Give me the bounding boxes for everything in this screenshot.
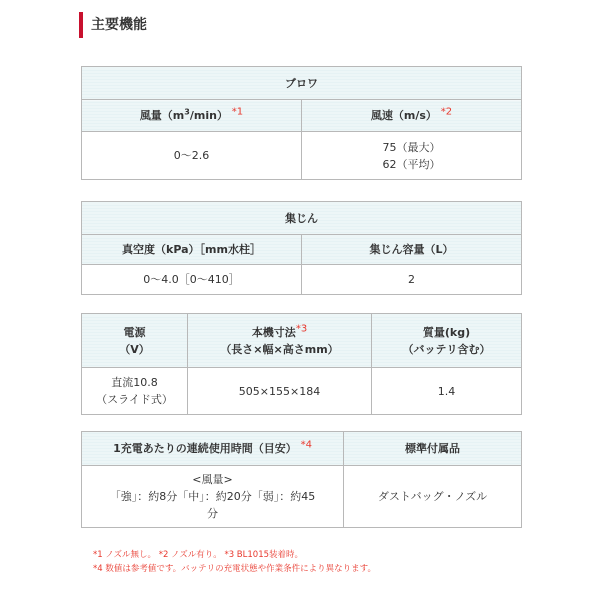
weight-label xyxy=(372,314,522,368)
weight-label-line2: （バッテリ含む） xyxy=(402,342,491,356)
dust-header: 集じん xyxy=(82,202,522,235)
power-value-line2: （スライド式） xyxy=(96,393,173,406)
airflow-label-text: 風量（m xyxy=(139,109,185,122)
blower-header: ブロワ xyxy=(82,67,522,100)
airspeed-label xyxy=(302,100,522,132)
footnote-line2: *4 数値は参考値です。バッテリの充電状態や作業条件により異なります。 xyxy=(93,564,377,574)
power-value xyxy=(82,368,188,415)
runtime-line2: 分 xyxy=(207,507,218,520)
dimensions-label xyxy=(188,314,372,368)
body-spec-table xyxy=(81,313,522,415)
power-label-line2: （V） xyxy=(119,342,150,356)
footnotes xyxy=(93,548,533,576)
section-title-text: 主要機能 xyxy=(91,17,147,33)
airflow-unit-sup: 3 xyxy=(184,107,190,117)
capacity-label: 集じん容量（L） xyxy=(302,235,522,265)
power-value-line1: 直流10.8 xyxy=(111,376,158,389)
capacity-value: 2 xyxy=(302,265,522,295)
runtime-label-text: 1充電あたりの連続使用時間（目安） xyxy=(113,442,297,455)
runtime-heading: <風量> xyxy=(192,473,233,486)
footnote-line1: *1 ノズル無し。 *2 ノズル有り。 *3 BL1015装着時。 xyxy=(93,550,304,560)
airspeed-value xyxy=(302,132,522,180)
accessories-value: ダストバッグ・ノズル xyxy=(344,466,522,528)
dimensions-note-mark: *3 xyxy=(295,322,308,334)
dimensions-value: 505×155×184 xyxy=(188,368,372,415)
weight-value: 1.4 xyxy=(372,368,522,415)
runtime-label xyxy=(82,432,344,466)
dust-spec-table xyxy=(81,201,522,295)
airflow-value: 0〜2.6 xyxy=(82,132,302,180)
dimensions-label-line2: （長さ×幅×高さmm） xyxy=(220,342,339,356)
airspeed-avg: 62（平均） xyxy=(382,157,441,171)
power-label xyxy=(82,314,188,368)
accessories-label: 標準付属品 xyxy=(344,432,522,466)
runtime-value xyxy=(82,466,344,528)
runtime-note-mark: *4 xyxy=(300,439,312,451)
blower-spec-table xyxy=(81,66,522,180)
airflow-label-end: /min） xyxy=(189,109,228,122)
power-label-line1: 電源 xyxy=(123,325,146,339)
vacuum-value: 0〜4.0［0〜410］ xyxy=(82,265,302,295)
airspeed-note-mark: *2 xyxy=(440,106,453,118)
runtime-line1: 「強」：約8分「中」：約20分「弱」：約45 xyxy=(109,490,316,503)
section-title xyxy=(79,12,147,38)
weight-label-line1: 質量(kg) xyxy=(422,325,471,339)
airflow-label xyxy=(82,100,302,132)
airspeed-label-text: 風速（m/s） xyxy=(370,109,437,122)
airspeed-max: 75（最大） xyxy=(382,140,441,154)
airflow-note-mark: *1 xyxy=(231,106,244,118)
vacuum-label: 真空度（kPa）［mm水柱］ xyxy=(82,235,302,265)
runtime-spec-table xyxy=(81,431,522,528)
dimensions-label-line1: 本機寸法 xyxy=(251,325,296,339)
